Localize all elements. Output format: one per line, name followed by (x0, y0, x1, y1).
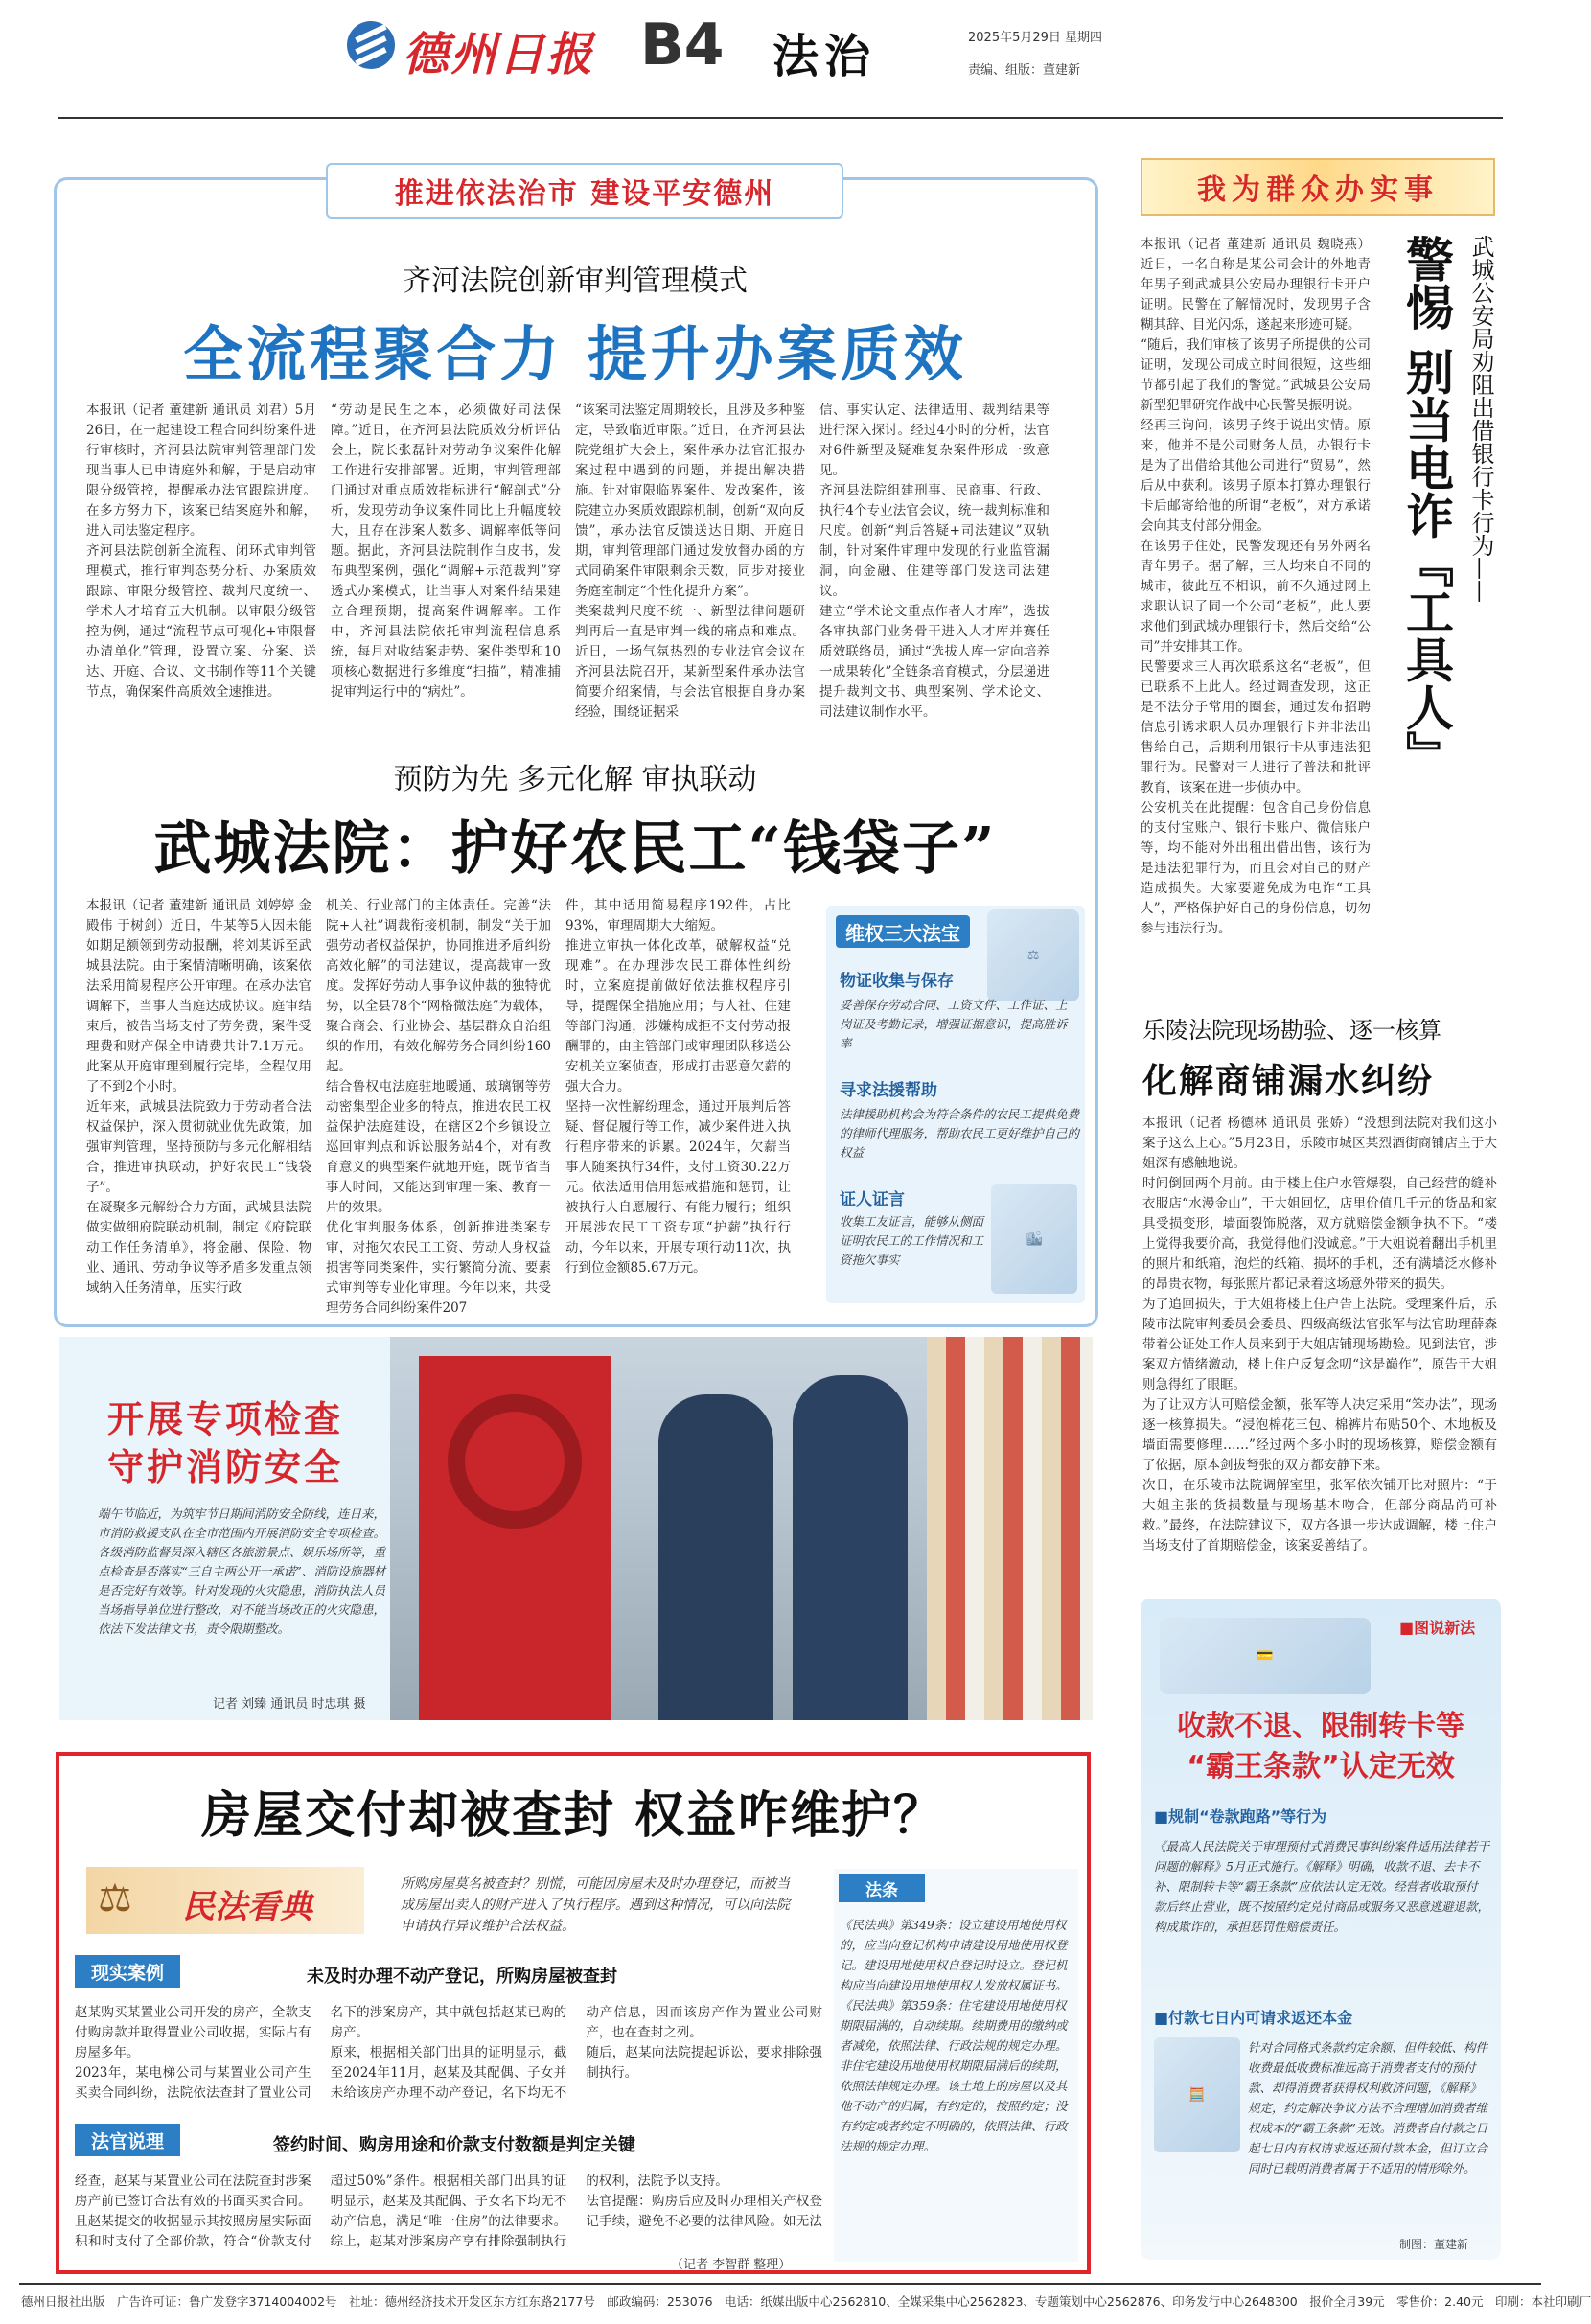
article2-col3: 件，其中适用简易程序192件，占比93%，审理周期大大缩短。 推进立审执一体化改革，破解权益“兑现难”。在办理涉农民工群体性纠纷时，立案庭提前做好依法推权程序引导，提醒保全措施应用；与人社、住建等部门沟通，涉嫌构成拒不支付劳动报酬罪的，由主管部门或审理团队移送公安机关立案侦查，形成打击恶意欠薪的强大合力。 坚持一次性解纷理念，通过开展判后答疑、督促履行等工作，减少案件进入执行程序带来的诉累。2024年，欠薪当事人随案执行34件，支付工资30.22万元。依法适用信用惩戒措施和惩罚，让被执行人自愿履行、有能力履行；组织开展涉农民工工资专项“护薪”执行行动，今年以来，开展专项行动11次，执行到位金额85.67万元。 (565, 898, 791, 1276)
fire-caption: 端午节临近，为筑牢节日期间消防安全防线，连日来，市消防救援支队在全市范围内开展消防安全专项检查。各级消防监督员深入辖区各旅游景点、娱乐场所等，重点检查是否落实“三自主两公开一承诺”、消防设施器材是否完好有效等。针对发现的火灾隐患，消防执法人员当场指导单位进行整改，对不能当场改正的火灾隐患，依法下发法律文书，责令限期整改。 (98, 1507, 386, 1636)
fire-title-line1: 开展专项检查 (107, 1397, 344, 1440)
law-text: 《民法典》第349条：设立建设用地使用权的，应当向登记机构申请建设用地使用权登记。建设用地使用权自登记时设立。登记机构应当向建设用地使用权人发放权属证书。 《民法典》第359条：住宅建设用地使用权期限届满的，自动续期。续期费用的缴纳或者减免，依照法律、行政法规的规定办理。 非住宅建设用地使用权期限届满后的续期，依照法律规定办理。该土地上的房屋以及其他不动产的归属，有约定的，按照约定；没有约定或者约定不明确的，依照法律、行政法规的规定办理。 (840, 1918, 1068, 2153)
fire-title-line2: 守护消防安全 (107, 1445, 344, 1488)
infographic-credit: 制图：董建新 (1399, 2238, 1469, 2251)
right-story2-text: 本报讯（记者 杨德林 通讯员 张娇）“没想到法院对我们这小案子这么上心。”5月23日，乐陵市城区某烈酒街商铺店主于大姐深有感触地说。 时间倒回两个月前。由于楼上住户水管爆裂，自己经营的缝补衣服店“水漫金山”，于大姐回忆，店里价值几千元的货品和家具受损变形，墙面裂饰脱落，双方就赔偿金额争执不下。“楼上觉得我要价高，我觉得他们没诚意。”于大姐说着翻出手机里的照片和纸箱，泡烂的纸箱、损坏的手机，还有满墙泛水修补的昂贵衣物，每张照片都记录着这场意外带来的损失。 为了追回损失，于大姐将楼上住户告上法院。受理案件后，乐陵市法院审判委员会委员、四级高级法官张军与法官助理薛森带着公证处工作人员来到于大姐店铺现场勘验。见到法官，涉案双方情绪激动，楼上住户反复念叨“这是巅作”，原告于大姐则急得红了眼眶。 为了让双方认可赔偿金额，张军等人决定采用“笨办法”，现场逐一核算损失。“浸泡棉花三包、棉裤片布贴50个、木地板及墙面需要修理……”经过两个多小时的现场核算，赔偿金额有了依据，原本剑拔弩张的双方都安静下来。 次日，在乐陵市法院调解室里，张军依次铺开比对照片：“于大姐主张的货损数量与现场基本吻合，但部分商品尚可补救。”最终，在法院建议下，双方各退一步达成调解，楼上住户当场支付了首期赔偿金，该案妥善结了。 (1142, 1116, 1497, 1553)
issue-date: 2025年5月29日 星期四 (968, 31, 1103, 45)
article3-byline: （记者 李智群 整理） (671, 2258, 792, 2272)
column-badge: ⚖ 民法看典 (86, 1867, 364, 1934)
right-story-vtitle2: 警惕 别当电诈『工具人』 (1398, 235, 1454, 779)
law-box (834, 1869, 1078, 2262)
footer-text: 德州日报社出版 广告许可证：鲁广发登字3714004002号 社址：德州经济技术开发区东方红东路2177号 邮政编码：253076 电话：纸媒出版中心2562810、全媒采集中心2562823、专题策划中心2562876、印务发行中心2648300 报价全月39元 零售价：2.40元 印刷：本社印刷厂 (21, 2294, 1591, 2309)
right-banner: 我为群众办实事 (1141, 158, 1495, 216)
case-tag: 现实案例 (75, 1955, 180, 1988)
case-text: 赵某购买某置业公司开发的房产，全款支付购房款并取得置业公司收据，实际占有房屋多年。 2023年，某电梯公司与某置业公司产生买卖合同纠纷，法院依法查封了置业公司名下的涉案房产，其中就包括赵某已购的房产。 原来，根据相关部门出具的证明显示，截至2024年11月，赵某及其配偶、子女并未给该房产办理不动产登记，名下均无不动产信息，因而该房产作为置业公司财产，也在查封之列。 随后，赵某向法院提起诉讼，要求排除强制执行。 (75, 2005, 822, 2101)
newspaper-logo-icon (347, 21, 395, 69)
infographic-text2: 针对合同格式条款约定余额、但件较低、构件收费最低收费标准远高于消费者支付的预付款、却得消费者获得权利救济问题，《解释》规定，约定解决争议方法不合理增加消费者维权成本的“霸王条款”无效。消费者自付款之日起七日内有权请求返还预付款本金，但订立合同时已载明消费者属于不适用的情形除外。 (1248, 2040, 1488, 2175)
article3-intro: 所购房屋莫名被查封？别慌，可能因房屋未及时办理登记，而被当成房屋出卖人的财产进入了执行程序。遇到这种情况，可以向法院申请执行异议维护合法权益。 (401, 1876, 790, 1934)
article2-kicker: 预防为先 多元化解 审执联动 (393, 763, 757, 796)
city-illustration-icon: 🏙 (991, 1184, 1077, 1294)
footer-rule (19, 2283, 1541, 2285)
infographic-label: ■图说新法 (1399, 1619, 1476, 1637)
case-subtitle: 未及时办理不动产登记，所购房屋被查封 (307, 1967, 617, 1987)
page-number: B4 (640, 12, 725, 79)
right-story2-kicker: 乐陵法院现场勘验、逐一核算 (1142, 1017, 1441, 1044)
sidebar-item-text: 妥善保存劳动合同、工资文件、工作证、上岗证及考勤记录，增强证据意识，提高胜诉率 (840, 998, 1068, 1050)
right-story-vtitle1: 武城公安局劝阻出借银行卡行为—— (1467, 235, 1494, 603)
rights-sidebar (826, 906, 1085, 1303)
judge-tag: 法官说理 (75, 2124, 180, 2156)
scales-illustration-icon: ⚖ (987, 909, 1079, 1001)
article2-col2: 机关、行业部门的主体责任。完善“法院+人社”调裁衔接机制，制发“关于加强劳动者权益保护，协同推进矛盾纠纷高效化解”的司法建议，提高裁审一致度。发挥好劳动人事争议仲裁的独特优势，以全县78个“网格微法庭”为载体，聚合商会、行业协会、基层群众自治组织的作用，有效化解劳务合同纠纷160起。 结合鲁权屯法庭驻地暖通、玻璃钢等劳动密集型企业多的特点，推进农民工权益保护法庭建设，在辖区2个乡镇设立巡回审判点和诉讼服务站4个，对有教育意义的典型案件就地开庭，既节省当事人时间，又能达到审理一案、教育一片的效果。 优化审判服务体系，创新推进类案专审，对拖欠农民工工资、劳动人身权益损害等同类案件，实行繁简分流、要素式审判等专业化审理。今年以来，共受理劳务合同纠纷案件207 (326, 898, 551, 1316)
sidebar-item-text: 法律援助机构会为符合条件的农民工提供免费的律师代理服务，帮助农民工更好维护自己的权益 (840, 1107, 1080, 1160)
right-story-text: 本报讯（记者 董建新 通讯员 魏晓燕）近日，一名自称是某公司会计的外地青年男子到武城县公安局办理银行卡开户证明。民警在了解情况时，发现男子含糊其辞、目光闪烁，遂起来形迹可疑。 “随后，我们审核了该男子所提供的公司证明，发现公司成立时间很短，这些细节都引起了我们的警觉。”武城县公安局新型犯罪研究作战中心民警吴振明说。 经再三询问，该男子终于说出实情。原来，他并不是公司财务人员，办银行卡是为了出借给其他公司进行“贸易”，然后从中获利。该男子原本打算办理银行卡后邮寄给他的所谓“老板”，对方承诺会向其支付部分佣金。 在该男子住处，民警发现还有另外两名青年男子。据了解，三人均来自不同的城市，彼此互不相识，前不久通过网上求职认识了同一个公司“老板”，此人要求他们到武城办理银行卡，然后交给“公司”并安排其工作。 民警要求三人再次联系这名“老板”，但已联系不上此人。经过调查发现，这正是不法分子常用的圈套，通过发布招聘信息引诱求职人员办理银行卡并非法出售给自己，后期利用银行卡从事违法犯罪行为。民警对三人进行了普法和批评教育，该案在进一步侦办中。 公安机关在此提醒：包含自己身份信息的支付宝账户、银行卡账户、微信账户等，均不能对外出租出借出售，该行为是违法犯罪行为，而且会对自己的财产造成损失。大家要避免成为电诈“工具人”，严格保护好自己的身份信息，切勿参与违法行为。 (1141, 237, 1371, 936)
judge-text: 经查，赵某与某置业公司在法院查封涉案房产前已签订合法有效的书面买卖合同。且赵某提交的收据显示其按照房屋实际面积和时支付了全部价款，符合“价款支付超过50%”条件。根据相关部门出具的证明显示，赵某及其配偶、子女名下均无不动产信息，满足“唯一住房”的法律要求。综上，赵某对涉案房产享有排除强制执行的权利，法院予以支持。 法官提醒：购房后应及时办理相关产权登记手续，避免不必要的法律风险。如无法 (75, 2174, 822, 2249)
article1-col1: 本报讯（记者 董建新 通讯员 刘君）5月26日，在一起建设工程合同纠纷案件进行审核时，齐河县法院审判管理部门发现当事人已申请庭外和解，于是启动审限分级管控，提醒承办法官跟踪进度。在多方努力下，该案已结案庭外和解，进入司法鉴定程序。 齐河县法院创新全流程、闭环式审判管理模式，推行审判态势分析、办案质效跟踪、审限分级管控、裁判尺度统一、学术人才培育五大机制。以审限分级管控为例，通过“流程节点可视化+审限督办清单化”管理，设置立案、分案、送达、开庭、合议、文书制作等11个关键节点，确保案件高质效全速推进。 (86, 403, 316, 700)
sidebar-item-text: 收集工友证言，能够从侧面证明农民工的工作情况和工资拖欠事实 (840, 1214, 984, 1267)
article1-col3: “该案司法鉴定周期较长，且涉及多种鉴定，导致临近审限。”近日，在齐河县法院党组扩大会上，案件承办法官汇报办案过程中遇到的问题，并提出解决措施。针对审限临界案件、发改案件，该院建立办案质效跟踪机制，创新“双向反馈”，承办法官反馈送达日期、开庭日期，审判管理部门通过发放督办函的方式同确案件审限剩余天数，同步对接业务庭室制定“个性化提升方案”。 类案裁判尺度不统一、新型法律问题研判再后一直是审判一线的痛点和难点。近日，一场气氛热烈的专业法官会议在齐河县法院召开，某新型案件承办法官简要介绍案情，与会法官根据自身办案经验，围绕证据采 (575, 403, 805, 720)
fire-byline: 记者 刘臻 通讯员 时忠琪 摄 (213, 1697, 366, 1712)
sidebar-item-heading: 证人证言 (840, 1190, 905, 1209)
law-tag: 法条 (839, 1874, 925, 1902)
infographic-title1: 收款不退、限制转卡等 (1177, 1710, 1464, 1743)
article3-title: 房屋交付却被查封 权益咋维护？ (200, 1786, 946, 1845)
judge-subtitle: 签约时间、购房用途和价款支付数额是判定关键 (273, 2135, 635, 2155)
masthead (0, 0, 1560, 96)
masthead-rule (58, 117, 1503, 119)
gavel-icon: ⚖ (98, 1876, 132, 1921)
infographic-text1: 《最高人民法院关于审理预付式消费民事纠纷案件适用法律若干问题的解释》5月正式施行。《解释》明确，收款不退、去卡不补、限制转卡等“霸王条款”应依法认定无效。经营者收取预付款后终止营业，既不按照约定兑付商品或服务又恶意逃避退款，构成欺诈的，承担惩罚性赔偿责任。 (1154, 1839, 1490, 1934)
page-editor: 责编、组版：董建新 (968, 63, 1081, 78)
infographic-panel (1141, 1599, 1501, 2260)
article1-kicker: 齐河法院创新审判管理模式 (403, 265, 748, 298)
article1-col4: 信、事实认定、法律适用、裁判结果等进行深入探讨。经过4小时的分析，法官对6件新型及疑难复杂案件形成一致意见。 齐河县法院组建刑事、民商事、行政、执行4个专业法官会议，统一裁判标准和尺度。创新“判后答疑+司法建议”双轨制，针对案件审理中发现的行业监管漏洞，向金融、住建等部门发送司法建议。 建立“学术论文重点作者人才库”，选拔各审执部门业务骨干进入人才库并赛任质效联络员，通过“选拔人库一定向培养一成果转化”全链条培育模式，分层递进提升裁判文书、典型案例、学术论文、司法建议制作水平。 (819, 403, 1049, 720)
infographic-title2: “霸王条款”认定无效 (1187, 1750, 1455, 1783)
fire-safety-panel (59, 1337, 1093, 1720)
banner-slogan: 推进依法治市 建设平安德州 (326, 163, 843, 219)
article2-title: 武城法院：护好农民工“钱袋子” (153, 816, 997, 883)
sidebar-item-heading: 寻求法援帮助 (840, 1081, 937, 1100)
article1-col2: “劳动是民生之本，必须做好司法保障。”近日，在齐河县法院质效分析评估会上，院长张磊针对劳动争议案件化解工作进行安排部署。近期，审判管理部门通过对重点质效指标进行“解剖式”分析，发现劳动争议案件同比上升幅度较大，且存在涉案人数多、调解率低等问题。据此，齐河县法院制作白皮书，发布典型案例，强化“调解+示范裁判”穿透式办案模式，让当事人对案件结果建立合理预期，提高案件调解率。工作中，齐河县法院依托审判流程信息系统，每月对收结案走势、案件类型和10项核心数据进行多维度“扫描”，精准捕捉审判运行中的“病灶”。 (331, 403, 561, 700)
calculator-illustration-icon: 🧮 (1154, 2037, 1240, 2152)
article2-col1: 本报讯（记者 董建新 通讯员 刘婷婷 金殿伟 于树剑）近日，牛某等5人因未能如期足额领到劳动报酬，将刘某诉至武城县法院。由于案情清晰明确，该案依法采用简易程序公开审理。在承办法官调解下，当事人当庭达成协议。庭审结束后，被告当场支付了劳务费，案件受理费和财产保全申请费共计7.1万元。此案从开庭审理到履行完毕，全程仅用了不到2个小时。 近年来，武城县法院致力于劳动者合法权益保护，深入贯彻就业优先政策，加强审判管理，坚持预防与多元化解相结合，推进审执联动，护好农民工“钱袋子”。 在凝聚多元解纷合力方面，武城县法院做实做细府院联动机制，制定《府院联动工作任务清单》，将金融、保险、物业、通讯、劳动争议等矛盾多发重点领域纳入任务清单，压实行政 (86, 898, 311, 1296)
infographic-subhead1: ■规制“卷款跑路”等行为 (1154, 1807, 1327, 1826)
section-name: 法治 (772, 30, 877, 83)
sidebar-title: 维权三大法宝 (836, 915, 970, 948)
newspaper-name: 德州日报 (403, 28, 595, 81)
article1-title: 全流程聚合力 提升办案质效 (183, 319, 967, 389)
hand-card-illustration-icon: 💳 (1160, 1618, 1371, 1694)
infographic-subhead2: ■付款七日内可请求返还本金 (1154, 2009, 1353, 2027)
right-story2-title: 化解商铺漏水纠纷 (1142, 1062, 1435, 1101)
sidebar-item-heading: 物证收集与保存 (840, 972, 954, 991)
fire-inspection-photo (390, 1337, 1093, 1720)
